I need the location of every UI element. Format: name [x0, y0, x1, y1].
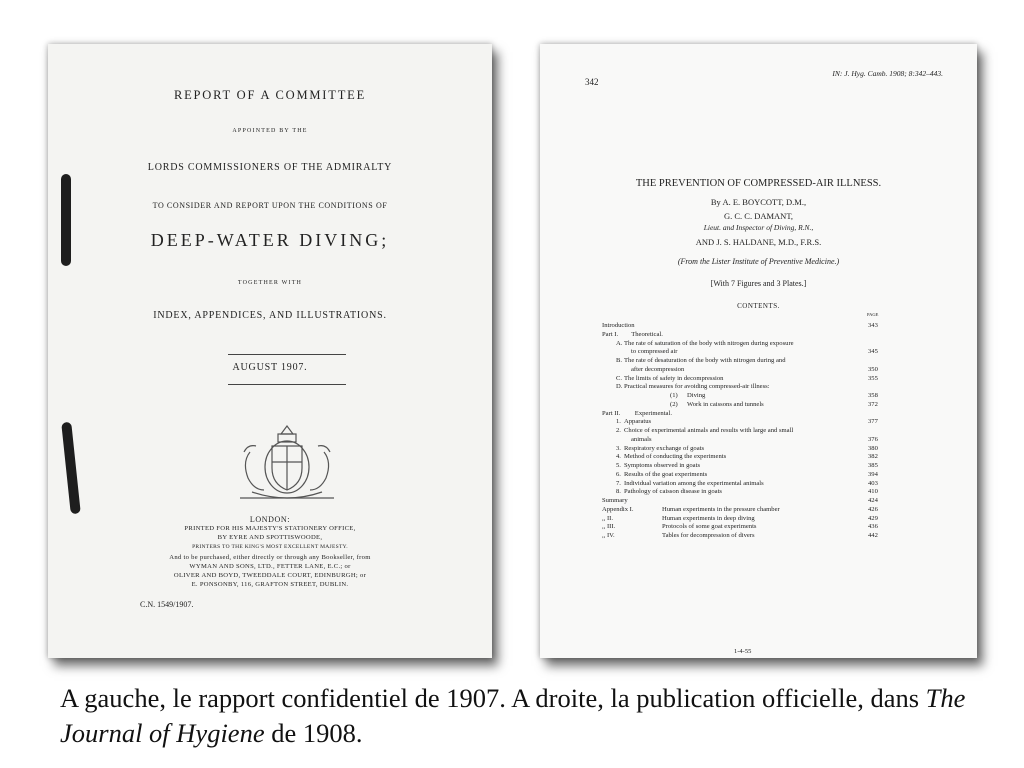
wyman-line: WYMAN AND SONS, LTD., FETTER LANE, E.C.; or [189, 563, 351, 570]
toc-number: ,, IV. [602, 532, 615, 539]
toc-entry-text: after decompression [631, 365, 685, 373]
toc-number: (1) [670, 392, 678, 399]
toc-page-number: 429 [868, 514, 878, 522]
toc-number: ,, III. [602, 523, 616, 531]
report-subject: DEEP-WATER DIVING; [150, 230, 390, 250]
index-line: INDEX, APPENDICES, AND ILLUSTRATIONS. [153, 310, 387, 321]
toc-entry-text: Protocols of some goat experiments [662, 523, 757, 531]
toc-entry-text: Summary [602, 497, 628, 504]
contents-heading: CONTENTS. [737, 302, 780, 310]
toc-row [540, 530, 977, 541]
toc-entry-text: Diving [687, 392, 706, 399]
journal-1908-page [540, 44, 977, 658]
toc-page-number: 410 [868, 488, 878, 496]
ponsonby-line: E. PONSONBY, 116, GRAFTON STREET, DUBLIN. [191, 581, 349, 588]
date-rule-bottom [228, 384, 346, 385]
toc-entry-text: Choice of experimental animals and results with large and small [624, 427, 794, 434]
toc-entry-text: Symptoms observed in goats [624, 462, 701, 469]
figures-note: [With 7 Figures and 3 Plates.] [710, 279, 807, 288]
toc-entry-text: Respiratory exchange of goats [624, 444, 705, 452]
toc-page-number: 350 [868, 365, 878, 373]
toc-number: B. [616, 357, 623, 364]
royal-coat-of-arms-icon [234, 422, 340, 506]
toc-page-number: 426 [868, 505, 878, 513]
footer-mark: 1-4-55 [734, 648, 752, 655]
toc-number: 1. [616, 418, 621, 426]
toc-page-number: 345 [868, 348, 878, 356]
toc-entry-text: Work in caissons and tunnels [687, 400, 764, 408]
toc-page-number: 394 [868, 470, 878, 478]
toc-number: A. [616, 339, 623, 347]
toc-number: ,, II. [602, 514, 613, 522]
report-1907-page [48, 44, 492, 658]
author-2: G. C. C. DAMANT, [723, 211, 794, 221]
toc-page-number: 436 [868, 523, 878, 531]
toc-page-number: 372 [868, 400, 878, 408]
toc-page-number: 442 [868, 532, 878, 539]
toc-number: Appendix I. [602, 505, 634, 513]
toc-entry-text: Practical measures for avoiding compressed-air illness: [624, 383, 770, 391]
toc-number: D. [616, 383, 623, 391]
consider-line: TO CONSIDER AND REPORT UPON THE CONDITIONS OF [152, 201, 388, 210]
toc-page-number: 377 [868, 418, 878, 426]
toc-entry-text: The rate of desaturation of the body with nitrogen during and [624, 357, 786, 364]
toc-entry-text: Apparatus [624, 418, 652, 426]
oliver-line: OLIVER AND BOYD, TWEEDDALE COURT, EDINBURGH; or [173, 572, 367, 579]
toc-entry-text: Human experiments in deep diving [662, 514, 755, 522]
toc-page-number: 358 [868, 392, 878, 399]
toc-page-number: 380 [868, 444, 878, 452]
toc-page-number: 424 [868, 497, 878, 504]
toc-entry-text: Results of the goat experiments [624, 470, 708, 478]
toc-page-number: 382 [868, 453, 878, 461]
toc-number: 3. [616, 444, 621, 452]
toc-entry-text: Theoretical. [631, 330, 663, 338]
toc-number: 4. [616, 453, 621, 461]
toc-entry-text: animals [631, 435, 652, 443]
toc-entry-text: Tables for decompression of divers [662, 532, 755, 539]
toc-page-number: 343 [868, 322, 878, 329]
caption-journal-title: The Journal of Hygiene [60, 683, 966, 748]
toc-page-number: 376 [868, 435, 878, 443]
toc-number: Part II. [602, 409, 621, 417]
lords-line: LORDS COMMISSIONERS OF THE ADMIRALTY [147, 162, 393, 173]
toc-number: 7. [616, 479, 621, 487]
toc-number: Part I. [602, 330, 619, 338]
toc-number: 2. [616, 427, 621, 434]
printed-line: PRINTED FOR HIS MAJESTY'S STATIONERY OFFICE, [184, 525, 356, 532]
toc-number: 8. [616, 488, 621, 496]
toc-page-number: 355 [868, 374, 878, 382]
report-date: AUGUST 1907. [232, 362, 308, 373]
toc-entry-text: Method of conducting the experiments [624, 453, 727, 461]
together-line: TOGETHER WITH [237, 280, 303, 286]
caption [60, 681, 1000, 751]
toc-page-number: 403 [868, 479, 878, 487]
citation: IN: J. Hyg. Camb. 1908; 8:342–443. [832, 69, 943, 78]
toc-number: C. [616, 374, 623, 382]
caption-text-1: A gauche, le rapport confidentiel de 1907. A droite, la publication officielle, dans [60, 683, 926, 713]
toc-entry-text: Pathology of caisson disease in goats [624, 488, 722, 496]
by-line: BY EYRE AND SPOTTISWOODE, [217, 534, 323, 541]
page-column-label: PAGE [867, 312, 879, 317]
report-title: REPORT OF A COMMITTEE [173, 88, 367, 102]
toc-entry-text: to compressed air [631, 348, 678, 356]
institute: (From the Lister Institute of Preventive Medicine.) [677, 257, 840, 266]
toc-page-number: 385 [868, 462, 878, 469]
london-line: LONDON: [249, 515, 291, 524]
toc-entry-text: The limits of safety in decompression [624, 374, 724, 382]
toc-entry-text: Human experiments in the pressure chamber [662, 505, 780, 513]
toc-entry-text: Experimental. [634, 409, 672, 417]
toc-entry-text: Individual variation among the experimental animals [624, 479, 764, 487]
caption-text-2: de 1908. [264, 718, 363, 748]
author-3: AND J. S. HALDANE, M.D., F.R.S. [695, 237, 822, 247]
binding-clip-top [61, 174, 71, 266]
report-reference: C.N. 1549/1907. [140, 600, 194, 609]
page-number: 342 [585, 77, 599, 87]
toc-entry-text: The rate of saturation of the body with nitrogen during exposure [624, 339, 794, 347]
printers-line: PRINTERS TO THE KING'S MOST EXCELLENT MAJESTY. [192, 544, 348, 550]
author-2-role: Lieut. and Inspector of Diving, R.N., [703, 223, 814, 232]
appointed-line: APPOINTED BY THE [232, 128, 308, 134]
article-title: THE PREVENTION OF COMPRESSED-AIR ILLNESS. [635, 178, 882, 189]
purchase-line: And to be purchased, either directly or through any Bookseller, from [169, 554, 371, 561]
toc-number: 5. [616, 462, 621, 469]
toc-entry-text: Introduction [602, 322, 635, 329]
toc-number: 6. [616, 470, 621, 478]
author-1: By A. E. BOYCOTT, D.M., [710, 197, 807, 207]
binding-clip-bottom [61, 422, 81, 515]
toc-number: (2) [670, 400, 678, 408]
date-rule-top [228, 354, 346, 355]
